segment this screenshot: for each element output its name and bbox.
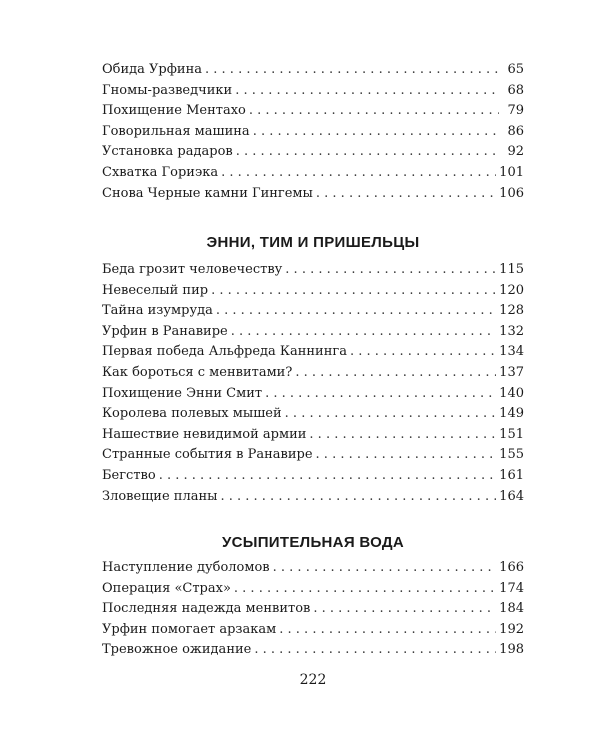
- toc-entry-title: Урфин помогает арзакам: [102, 621, 277, 637]
- toc-entry-title: Тревожное ожидание: [102, 642, 252, 658]
- toc-entry: [102, 427, 524, 448]
- toc-entry-title: Урфин в Ранавире: [102, 323, 228, 339]
- toc-leader-dots: [205, 62, 499, 77]
- toc-entry-title: Тайна изумруда: [102, 303, 213, 319]
- toc-entry: [102, 560, 524, 581]
- toc-entry: [102, 344, 524, 365]
- toc-entry-title: Первая победа Альфреда Каннинга: [102, 344, 347, 360]
- toc-entry: [102, 165, 524, 186]
- toc-entry-page: 92: [507, 144, 524, 160]
- toc-entry-page: 79: [507, 103, 524, 119]
- toc-leader-dots: [285, 262, 496, 277]
- toc-entry: [102, 386, 524, 407]
- toc-entry-title: Нашествие невидимой армии: [102, 426, 307, 442]
- toc-leader-dots: [273, 560, 497, 575]
- toc-entry: [102, 622, 524, 643]
- toc-entry-page: 128: [499, 303, 524, 319]
- toc-leader-dots: [316, 447, 497, 462]
- toc-entry-page: 174: [499, 580, 524, 596]
- toc-entry-title: Схватка Гориэка: [102, 164, 219, 180]
- toc-entry-title: Невеселый пир: [102, 282, 209, 298]
- toc-entry-page: 149: [499, 406, 524, 422]
- toc-leader-dots: [221, 165, 496, 180]
- toc-leader-dots: [216, 303, 496, 318]
- toc-entry-title: Похищение Ментахо: [102, 103, 246, 119]
- toc-entry-page: 132: [499, 323, 524, 339]
- toc-entry-title: Как бороться с менвитами?: [102, 364, 293, 380]
- toc-entry-page: 161: [499, 467, 524, 483]
- toc-entry-page: 151: [499, 426, 524, 442]
- toc-entry: [102, 103, 524, 124]
- toc-entry-page: 166: [499, 560, 524, 575]
- toc-entry-page: 65: [507, 62, 524, 77]
- toc-entry: [102, 124, 524, 145]
- toc-leader-dots: [254, 642, 496, 657]
- toc-section-1: [102, 62, 524, 206]
- toc-leader-dots: [265, 386, 496, 401]
- toc-entry-title: Гномы-разведчики: [102, 82, 233, 98]
- toc-leader-dots: [211, 283, 496, 298]
- toc-entry-page: 198: [499, 642, 524, 658]
- toc-leader-dots: [249, 103, 499, 118]
- toc-leader-dots: [159, 468, 496, 483]
- toc-section-3: [102, 560, 524, 663]
- toc-entry-page: 140: [499, 385, 524, 401]
- toc-leader-dots: [253, 124, 499, 139]
- toc-entry-page: 106: [499, 185, 524, 201]
- toc-entry: [102, 642, 524, 663]
- toc-entry-title: Бегство: [102, 467, 156, 483]
- section-heading: УСЫПИТЕЛЬНАЯ ВОДА: [221, 534, 405, 551]
- toc-entry-title: Наступление дуболомов: [102, 560, 270, 575]
- toc-entry-title: Снова Черные камни Гингемы: [102, 185, 313, 201]
- toc-leader-dots: [285, 406, 497, 421]
- toc-leader-dots: [279, 622, 496, 637]
- toc-section-2: [102, 262, 524, 509]
- toc-entry-title: Беда грозит человечеству: [102, 262, 283, 277]
- toc-leader-dots: [220, 489, 496, 504]
- toc-entry-title: Похищение Энни Смит: [102, 385, 263, 401]
- toc-entry-page: 101: [499, 164, 524, 180]
- toc-entry-title: Странные события в Ранавире: [102, 447, 313, 463]
- toc-entry: [102, 468, 524, 489]
- toc-entry-title: Обида Урфина: [102, 62, 203, 77]
- toc-leader-dots: [234, 581, 496, 596]
- toc-entry: [102, 262, 524, 283]
- toc-leader-dots: [309, 427, 496, 442]
- toc-entry-page: 164: [499, 488, 524, 504]
- toc-entry: [102, 144, 524, 165]
- toc-leader-dots: [231, 324, 496, 339]
- toc-entry: [102, 489, 524, 510]
- section-heading: ЭННИ, ТИМ И ПРИШЕЛЬЦЫ: [206, 234, 420, 251]
- toc-entry: [102, 324, 524, 345]
- toc-entry: [102, 601, 524, 622]
- toc-entry-page: 120: [499, 282, 524, 298]
- toc-leader-dots: [295, 365, 496, 380]
- toc-entry-title: Говорильная машина: [102, 123, 250, 139]
- toc-page: [102, 0, 524, 750]
- toc-entry: [102, 83, 524, 104]
- toc-entry-page: 184: [499, 601, 524, 617]
- page-number: 222: [299, 672, 327, 688]
- toc-leader-dots: [313, 601, 496, 616]
- toc-entry-title: Последняя надежда менвитов: [102, 601, 311, 617]
- toc-entry: [102, 447, 524, 468]
- toc-entry-page: 137: [499, 364, 524, 380]
- toc-entry: [102, 283, 524, 304]
- toc-entry-page: 115: [499, 262, 524, 277]
- toc-entry-title: Установка радаров: [102, 144, 233, 160]
- toc-entry: [102, 303, 524, 324]
- toc-leader-dots: [236, 144, 499, 159]
- toc-entry: [102, 186, 524, 207]
- toc-entry-page: 155: [499, 447, 524, 463]
- toc-entry: [102, 581, 524, 602]
- toc-entry: [102, 406, 524, 427]
- toc-leader-dots: [316, 186, 496, 201]
- toc-entry: [102, 62, 524, 83]
- toc-entry-page: 68: [507, 82, 524, 98]
- toc-entry-page: 86: [507, 123, 524, 139]
- toc-entry-title: Зловещие планы: [102, 488, 218, 504]
- toc-entry: [102, 365, 524, 386]
- toc-entry-page: 134: [499, 344, 524, 360]
- toc-entry-title: Королева полевых мышей: [102, 406, 282, 422]
- toc-leader-dots: [350, 344, 496, 359]
- toc-leader-dots: [235, 83, 499, 98]
- toc-entry-page: 192: [499, 621, 524, 637]
- toc-entry-title: Операция «Страх»: [102, 580, 231, 596]
